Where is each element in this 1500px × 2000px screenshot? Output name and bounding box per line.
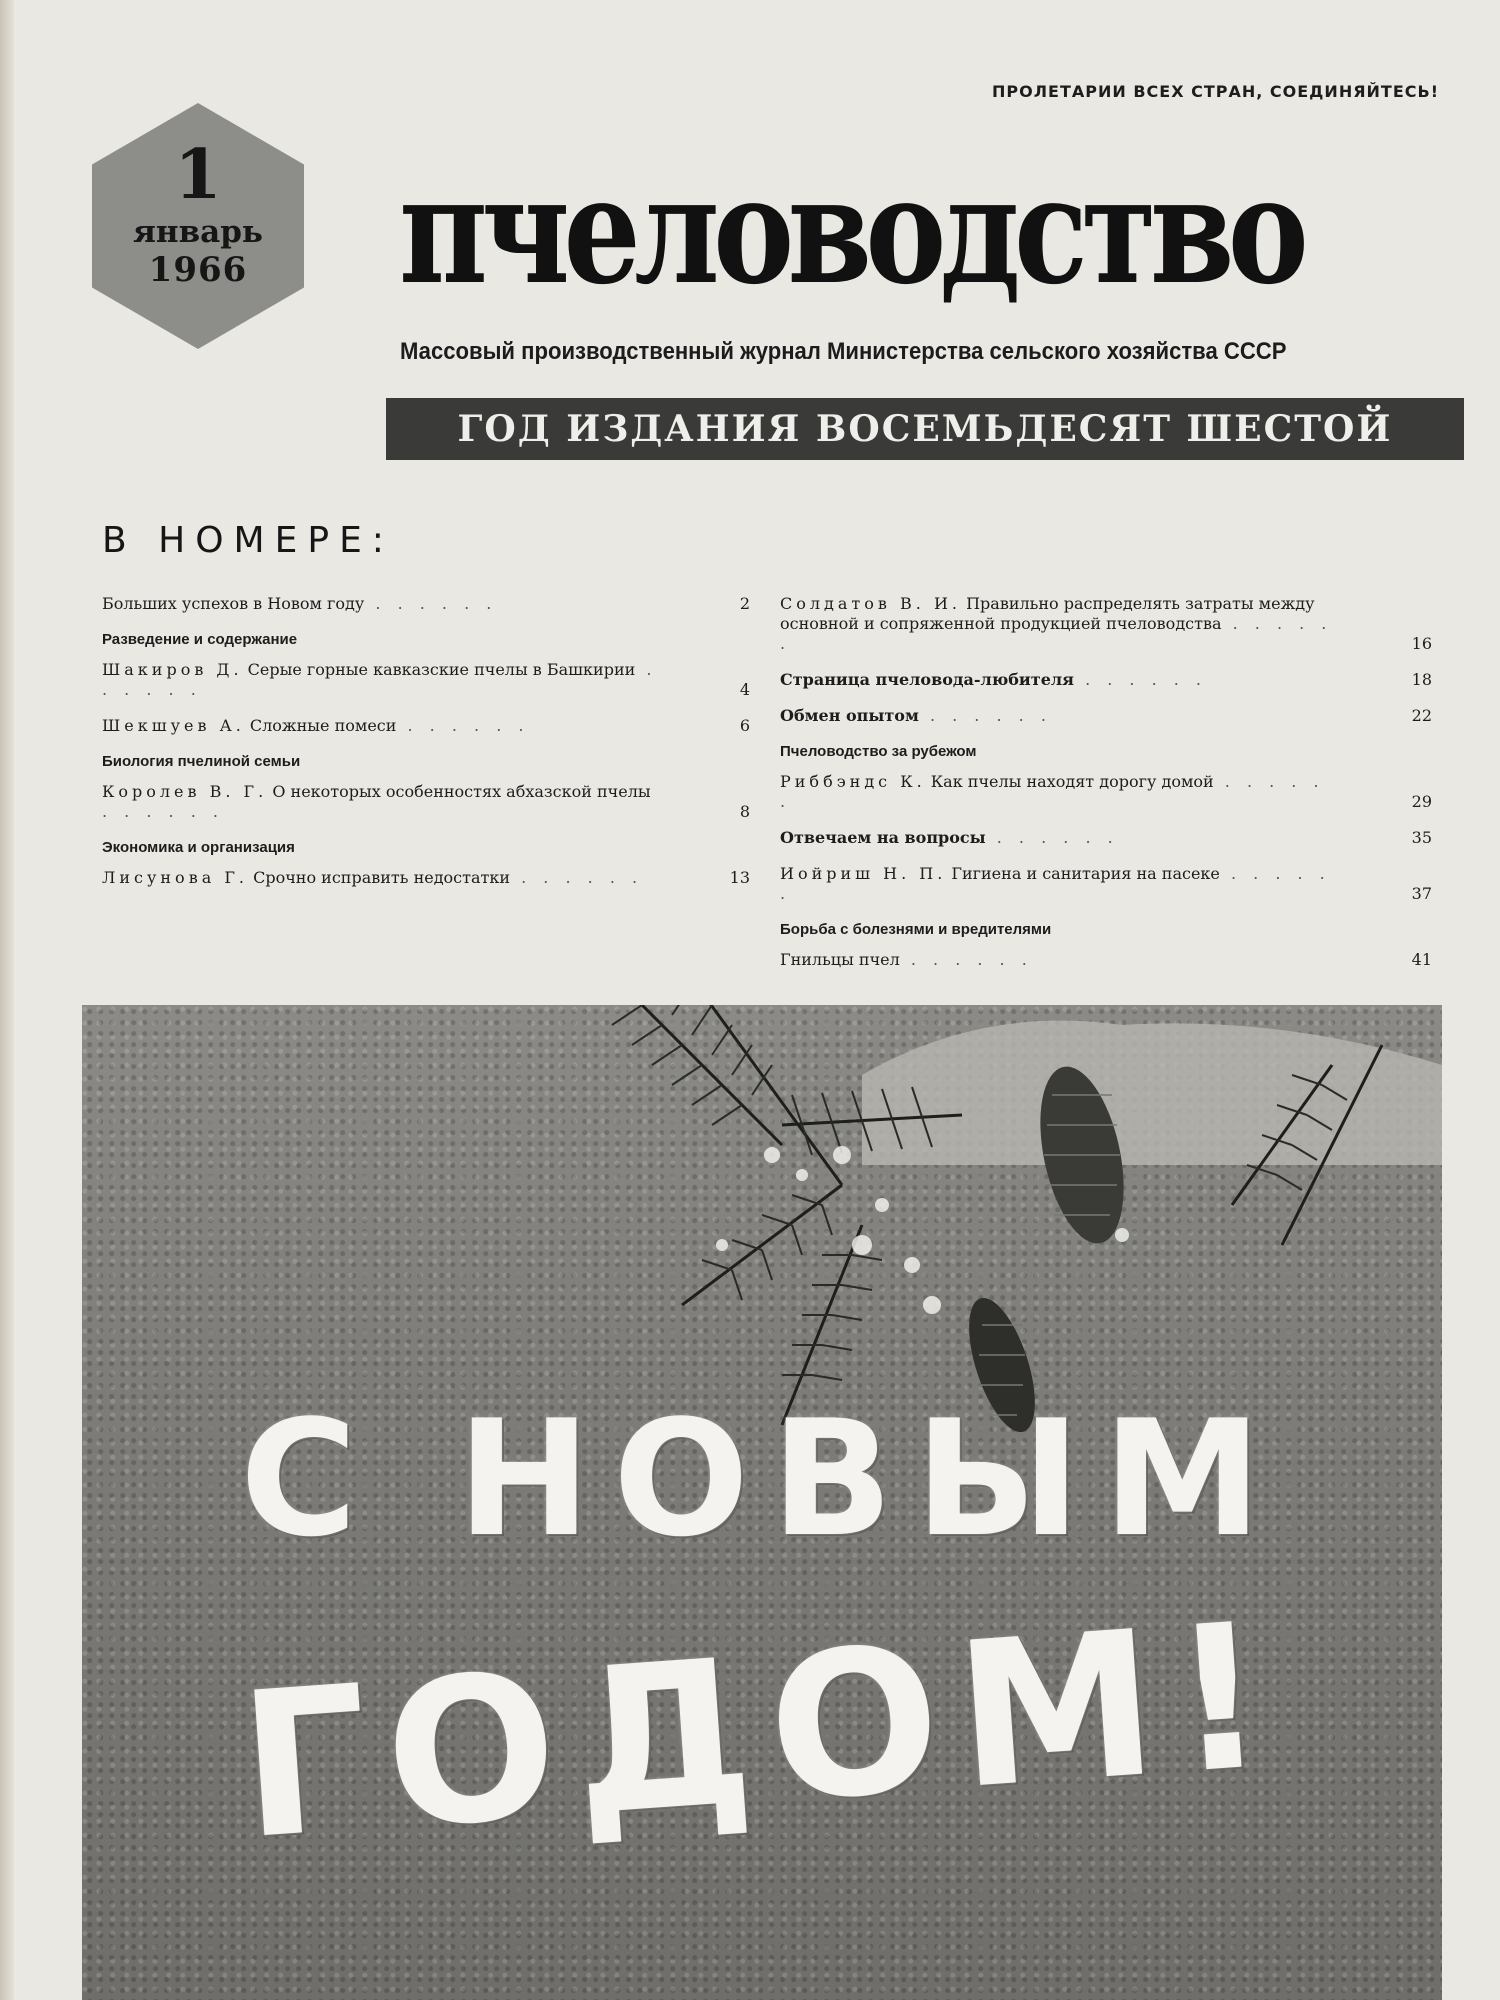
toc-page-number: 6 <box>739 716 750 735</box>
toc-leader-dots: . . . . . . <box>102 802 224 821</box>
toc-entry-text <box>780 864 1392 904</box>
toc-author: Лисунова Г. <box>102 868 248 887</box>
toc-page-number: 13 <box>729 868 750 887</box>
toc-section-heading: Разведение и содержание <box>102 631 298 648</box>
toc-section-heading: Экономика и организация <box>102 839 295 856</box>
toc-page-number: 16 <box>1411 634 1432 653</box>
toc-page-number: 22 <box>1411 706 1432 725</box>
toc-section-heading: Пчеловодство за рубежом <box>780 743 977 760</box>
toc-entry-text <box>102 782 710 822</box>
toc-title: Страница пчеловода-любителя <box>780 670 1074 689</box>
toc-entry <box>780 706 1432 726</box>
toc-entry-text <box>102 594 710 614</box>
toc-entry-text <box>780 950 1392 970</box>
new-year-photo <box>82 1005 1442 2000</box>
toc-entry <box>102 660 750 700</box>
magazine-subtitle: Массовый производственный журнал Министерства сельского хозяйства СССР <box>400 338 1287 365</box>
issue-month: январь <box>133 214 263 250</box>
toc-leader-dots: . . . . . . <box>918 706 1052 725</box>
toc-entry-text <box>102 868 710 888</box>
toc-title: Как пчелы находят дорогу домой <box>930 772 1214 791</box>
greeting-line-1: С НОВЫМ <box>240 1385 1284 1572</box>
slogan: ПРОЛЕТАРИИ ВСЕХ СТРАН, СОЕДИНЯЙТЕСЬ! <box>992 82 1439 101</box>
toc-entry <box>780 594 1432 654</box>
toc-page-number: 4 <box>739 680 750 699</box>
toc-title: О некоторых особенностях абхазской пчелы <box>272 782 651 801</box>
toc-section-heading: Биология пчелиной семьи <box>102 753 301 770</box>
toc-title: Гнильцы пчел <box>780 950 900 969</box>
toc-entry <box>102 594 750 614</box>
toc-title: Гигиена и санитария на пасеке <box>951 864 1220 883</box>
toc-right-column <box>780 594 1432 986</box>
toc-page-number: 35 <box>1411 828 1432 847</box>
toc-leader-dots: . . . . . . <box>364 594 498 613</box>
toc-title: Серые горные кавказские пчелы в Башкирии <box>247 660 636 679</box>
toc-left-column <box>102 594 750 904</box>
issue-number: 1 <box>174 135 222 215</box>
toc-entry-text <box>102 716 710 736</box>
toc-author: Риббэндс К. <box>780 772 926 791</box>
toc-entry <box>780 772 1432 812</box>
toc-leader-dots: . . . . . . <box>1073 670 1208 689</box>
toc-entry <box>102 782 750 822</box>
toc-leader-dots: . . . . . . <box>780 864 1331 903</box>
toc-page-number: 8 <box>739 802 750 821</box>
greeting-line-2: ГОДОМ! <box>233 1578 1291 1885</box>
toc-leader-dots: . . . . . . <box>899 950 1033 969</box>
toc-title: Сложные помеси <box>249 716 397 735</box>
toc-leader-dots: . . . . . . <box>396 716 530 735</box>
toc-entry-text <box>780 594 1392 654</box>
toc-entry-text <box>780 828 1392 848</box>
toc-author: Королев В. Г. <box>102 782 268 801</box>
toc-page-number: 18 <box>1411 670 1432 689</box>
toc-entry <box>780 670 1432 690</box>
toc-leader-dots: . . . . . . <box>102 660 658 699</box>
toc-entry <box>780 828 1432 848</box>
toc-entry-text <box>780 706 1392 726</box>
toc-entry <box>780 950 1432 970</box>
toc-entry-text <box>780 772 1392 812</box>
issue-year: 1966 <box>148 250 248 290</box>
toc-title: Отвечаем на вопросы <box>780 828 986 847</box>
toc-leader-dots: . . . . . . <box>510 868 644 887</box>
publication-year-band: ГОД ИЗДАНИЯ ВОСЕМЬДЕСЯТ ШЕСТОЙ <box>386 398 1464 460</box>
magazine-title: пчеловодство <box>399 143 1303 317</box>
toc-leader-dots: . . . . . . <box>780 772 1325 811</box>
toc-page-number: 2 <box>739 594 750 613</box>
toc-title: Правильно распределять затраты между основной и сопряженной продукцией пчеловодства <box>780 594 1315 633</box>
toc-author: Солдатов В. И. <box>780 594 961 613</box>
issue-badge <box>92 135 304 290</box>
magazine-page <box>14 0 1500 2000</box>
toc-page-number: 41 <box>1411 950 1432 969</box>
toc-title: Больших успехов в Новом году <box>102 594 365 613</box>
toc-leader-dots: . . . . . . <box>985 828 1119 847</box>
toc-leader-dots: . . . . . . <box>780 614 1333 653</box>
toc-author: Шекшуев А. <box>102 716 245 735</box>
toc-entry <box>102 716 750 736</box>
toc-entry-text <box>102 660 710 700</box>
toc-author: Иойриш Н. П. <box>780 864 947 883</box>
toc-title: Обмен опытом <box>780 706 919 725</box>
toc-title: Срочно исправить недостатки <box>253 868 511 887</box>
toc-heading: В НОМЕРЕ: <box>102 520 394 561</box>
toc-page-number: 37 <box>1411 884 1432 903</box>
toc-entry <box>780 864 1432 904</box>
toc-page-number: 29 <box>1411 792 1432 811</box>
toc-entry <box>102 868 750 888</box>
toc-author: Шакиров Д. <box>102 660 243 679</box>
toc-section-heading: Борьба с болезнями и вредителями <box>780 921 1052 938</box>
page-fold <box>0 0 14 2000</box>
toc-entry-text <box>780 670 1392 690</box>
